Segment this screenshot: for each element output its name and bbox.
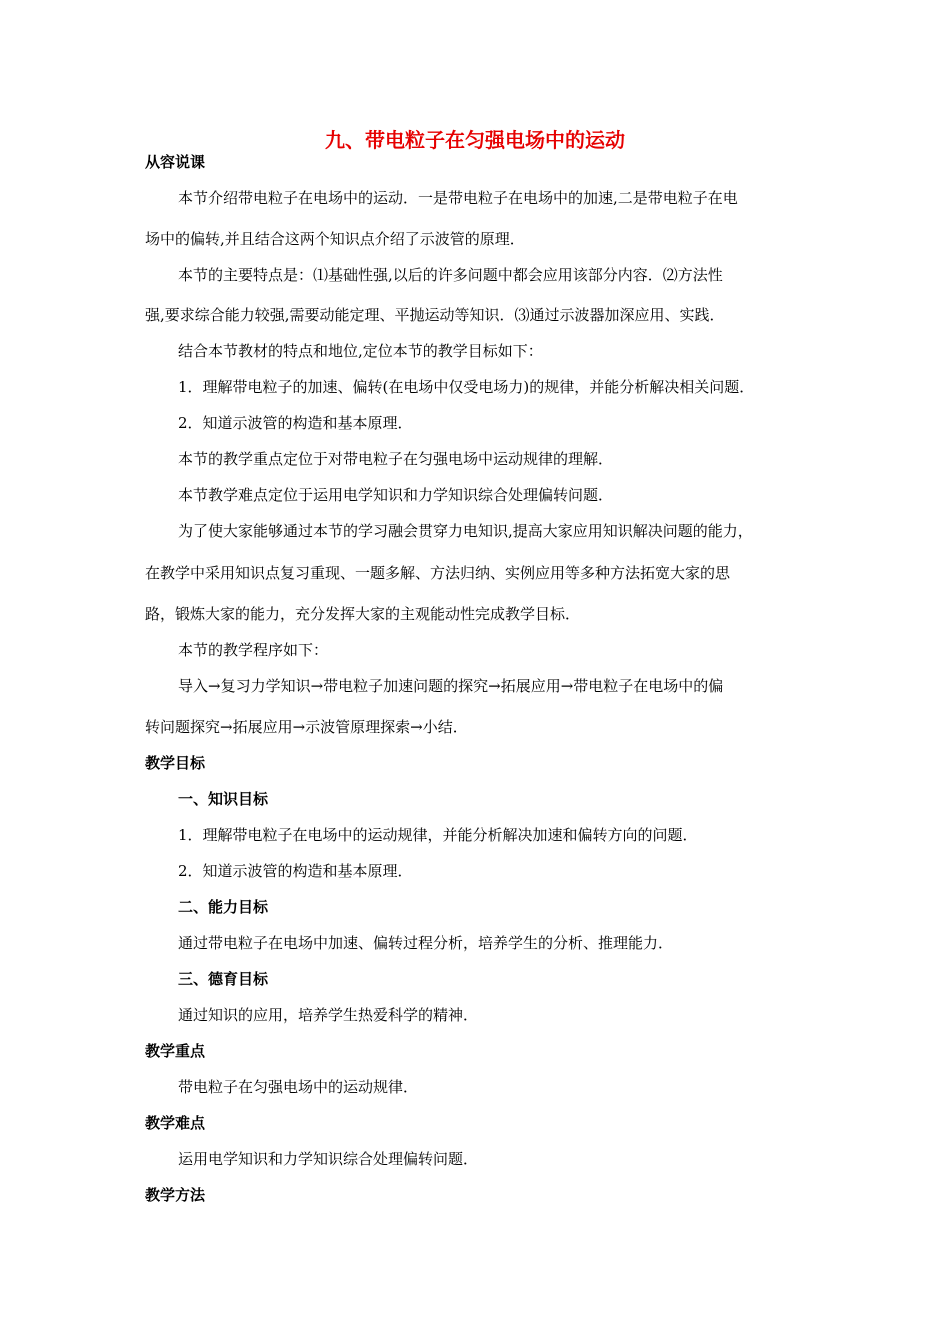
paragraph-line: 通过带电粒子在电场中加速、偏转过程分析，培养学生的分析、推理能力． <box>178 934 674 952</box>
subheading-knowledge: 一、知识目标 <box>178 790 269 808</box>
paragraph-line: 场中的偏转,并且结合这两个知识点介绍了示波管的原理． <box>145 230 525 248</box>
paragraph-line: 为了使大家能够通过本节的学习融会贯穿力电知识,提高大家应用知识解决问题的能力， <box>178 522 753 540</box>
heading-goals: 教学目标 <box>145 754 206 772</box>
paragraph-line: 通过知识的应用，培养学生热爱科学的精神． <box>178 1006 479 1024</box>
paragraph-line: 本节介绍带电粒子在电场中的运动．一是带电粒子在电场中的加速,二是带电粒子在电 <box>178 189 738 207</box>
heading-key-points: 教学重点 <box>145 1042 206 1060</box>
paragraph-line: 1．理解带电粒子的加速、偏转(在电场中仅受电场力)的规律，并能分析解决相关问题． <box>178 378 755 396</box>
paragraph-line: 本节的主要特点是：⑴基础性强,以后的许多问题中都会应用该部分内容．⑵方法性 <box>178 266 723 284</box>
subheading-moral: 三、德育目标 <box>178 970 269 988</box>
paragraph-line: 运用电学知识和力学知识综合处理偏转问题． <box>178 1150 479 1168</box>
paragraph-line: 导入→复习力学知识→带电粒子加速问题的探究→拓展应用→带电粒子在电场中的偏 <box>178 677 724 695</box>
paragraph-line: 2．知道示波管的构造和基本原理． <box>178 414 413 432</box>
document-title: 九、带电粒子在匀强电场中的运动 <box>325 128 625 152</box>
paragraph-line: 在教学中采用知识点复习重现、一题多解、方法归纳、实例应用等多种方法拓宽大家的思 <box>145 564 731 582</box>
paragraph-line: 本节的教学重点定位于对带电粒子在匀强电场中运动规律的理解． <box>178 450 614 468</box>
paragraph-line: 本节教学难点定位于运用电学知识和力学知识综合处理偏转问题． <box>178 486 614 504</box>
paragraph-line: 2．知道示波管的构造和基本原理． <box>178 862 413 880</box>
paragraph-line: 路，锻炼大家的能力，充分发挥大家的主观能动性完成教学目标． <box>145 605 581 623</box>
paragraph-line: 带电粒子在匀强电场中的运动规律． <box>178 1078 419 1096</box>
paragraph-line: 转问题探究→拓展应用→示波管原理探索→小结． <box>145 718 468 736</box>
paragraph-line: 结合本节教材的特点和地位,定位本节的教学目标如下： <box>178 342 543 360</box>
heading-congrong: 从容说课 <box>145 153 206 171</box>
paragraph-line: 强,要求综合能力较强,需要动能定理、平抛运动等知识．⑶通过示波器加深应用、实践． <box>145 306 725 324</box>
paragraph-line: 1．理解带电粒子在电场中的运动规律，并能分析解决加速和偏转方向的问题． <box>178 826 698 844</box>
subheading-ability: 二、能力目标 <box>178 898 269 916</box>
paragraph-line: 本节的教学程序如下： <box>178 641 329 659</box>
heading-method: 教学方法 <box>145 1186 206 1204</box>
heading-difficulty: 教学难点 <box>145 1114 206 1132</box>
